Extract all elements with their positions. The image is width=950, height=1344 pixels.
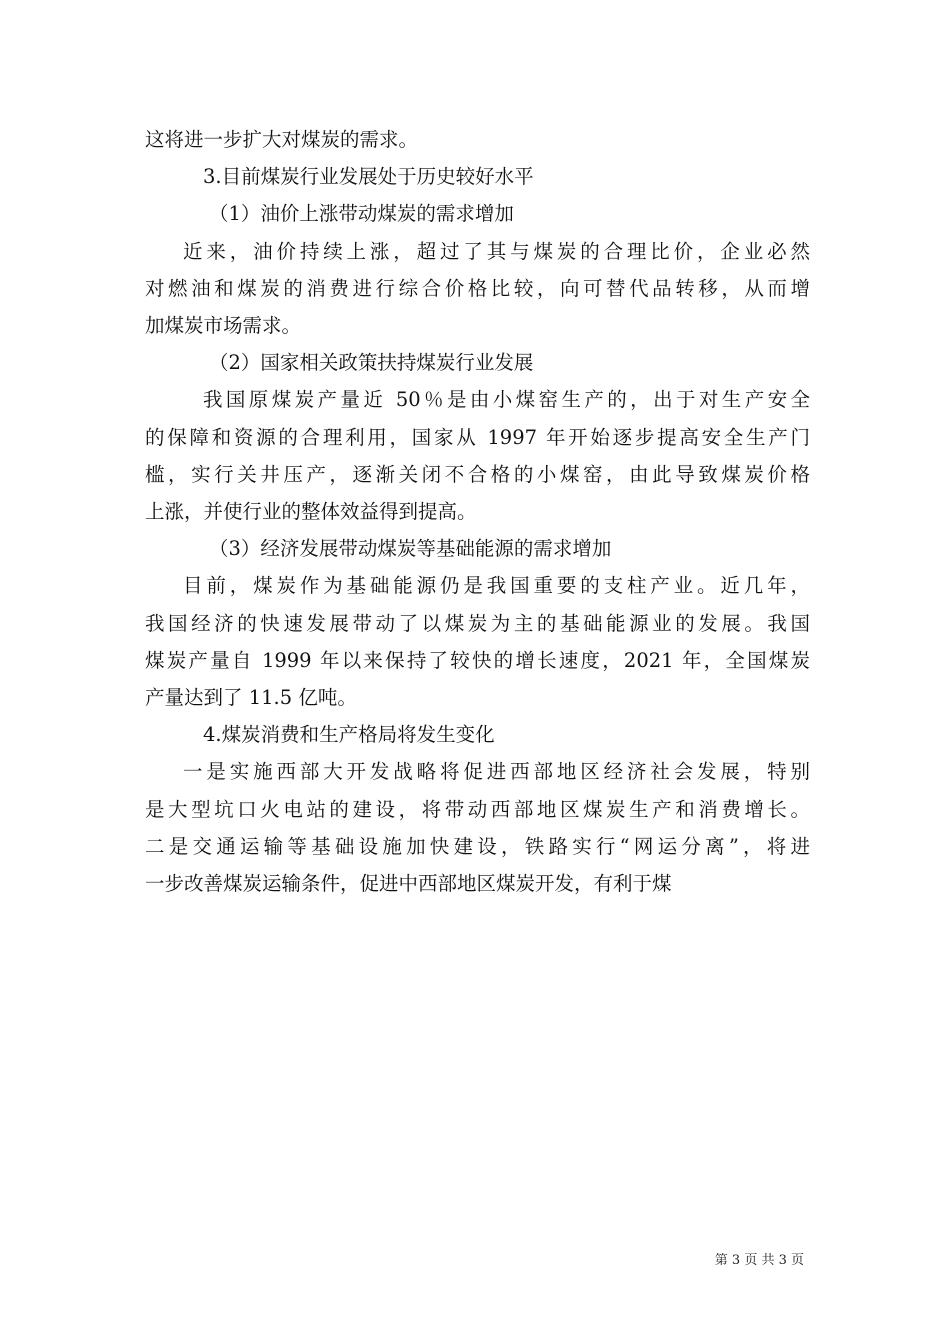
- paragraph-line: 是大型坑口火电站的建设，将带动西部地区煤炭生产和消费增长。: [145, 797, 810, 821]
- paragraph-line: 上涨，并使行业的整体效益得到提高。: [145, 500, 477, 524]
- paragraph-line: 我国原煤炭产量近 50％是由小煤窑生产的，出于对生产安全: [203, 388, 810, 412]
- subsection-heading: （2）国家相关政策扶持煤炭行业发展: [209, 351, 534, 375]
- paragraph-line: 加煤炭市场需求。: [145, 314, 302, 338]
- paragraph-line: 的保障和资源的合理利用，国家从 1997 年开始逐步提高安全生产门: [145, 425, 810, 449]
- subsection-heading: （3）经济发展带动煤炭等基础能源的需求增加: [209, 537, 612, 561]
- paragraph-line: 产量达到了 11.5 亿吨。: [145, 686, 357, 710]
- paragraph-line: 近来，油价持续上涨，超过了其与煤炭的合理比价，企业必然: [183, 239, 810, 263]
- paragraph-line: 对燃油和煤炭的消费进行综合价格比较，向可替代品转移，从而增: [145, 276, 810, 300]
- paragraph-line: 一是实施西部大开发战略将促进西部地区经济社会发展，特别: [183, 760, 810, 784]
- paragraph-line: 这将进一步扩大对煤炭的需求。: [145, 128, 419, 151]
- page-number: 第 3 页 共 3 页: [714, 1253, 804, 1268]
- paragraph-line: 一步改善煤炭运输条件，促进中西部地区煤炭开发，有利于煤: [145, 872, 672, 896]
- paragraph-line: 煤炭产量自 1999 年以来保持了较快的增长速度，2021 年，全国煤炭: [145, 648, 810, 672]
- paragraph-line: 目前，煤炭作为基础能源仍是我国重要的支柱产业。近几年，: [183, 574, 810, 598]
- document-body: [145, 121, 810, 902]
- paragraph-line: 槛，实行关井压产，逐渐关闭不合格的小煤窑，由此导致煤炭价格: [145, 462, 810, 486]
- section-heading: 4.煤炭消费和生产格局将发生变化: [203, 723, 495, 747]
- subsection-heading: （1）油价上涨带动煤炭的需求增加: [209, 202, 514, 226]
- paragraph-line: 我国经济的快速发展带动了以煤炭为主的基础能源业的发展。我国: [145, 611, 810, 635]
- paragraph-line: 二是交通运输等基础设施加快建设，铁路实行“网运分离”，将进: [145, 834, 810, 858]
- section-heading: 3.目前煤炭行业发展处于历史较好水平: [203, 165, 534, 189]
